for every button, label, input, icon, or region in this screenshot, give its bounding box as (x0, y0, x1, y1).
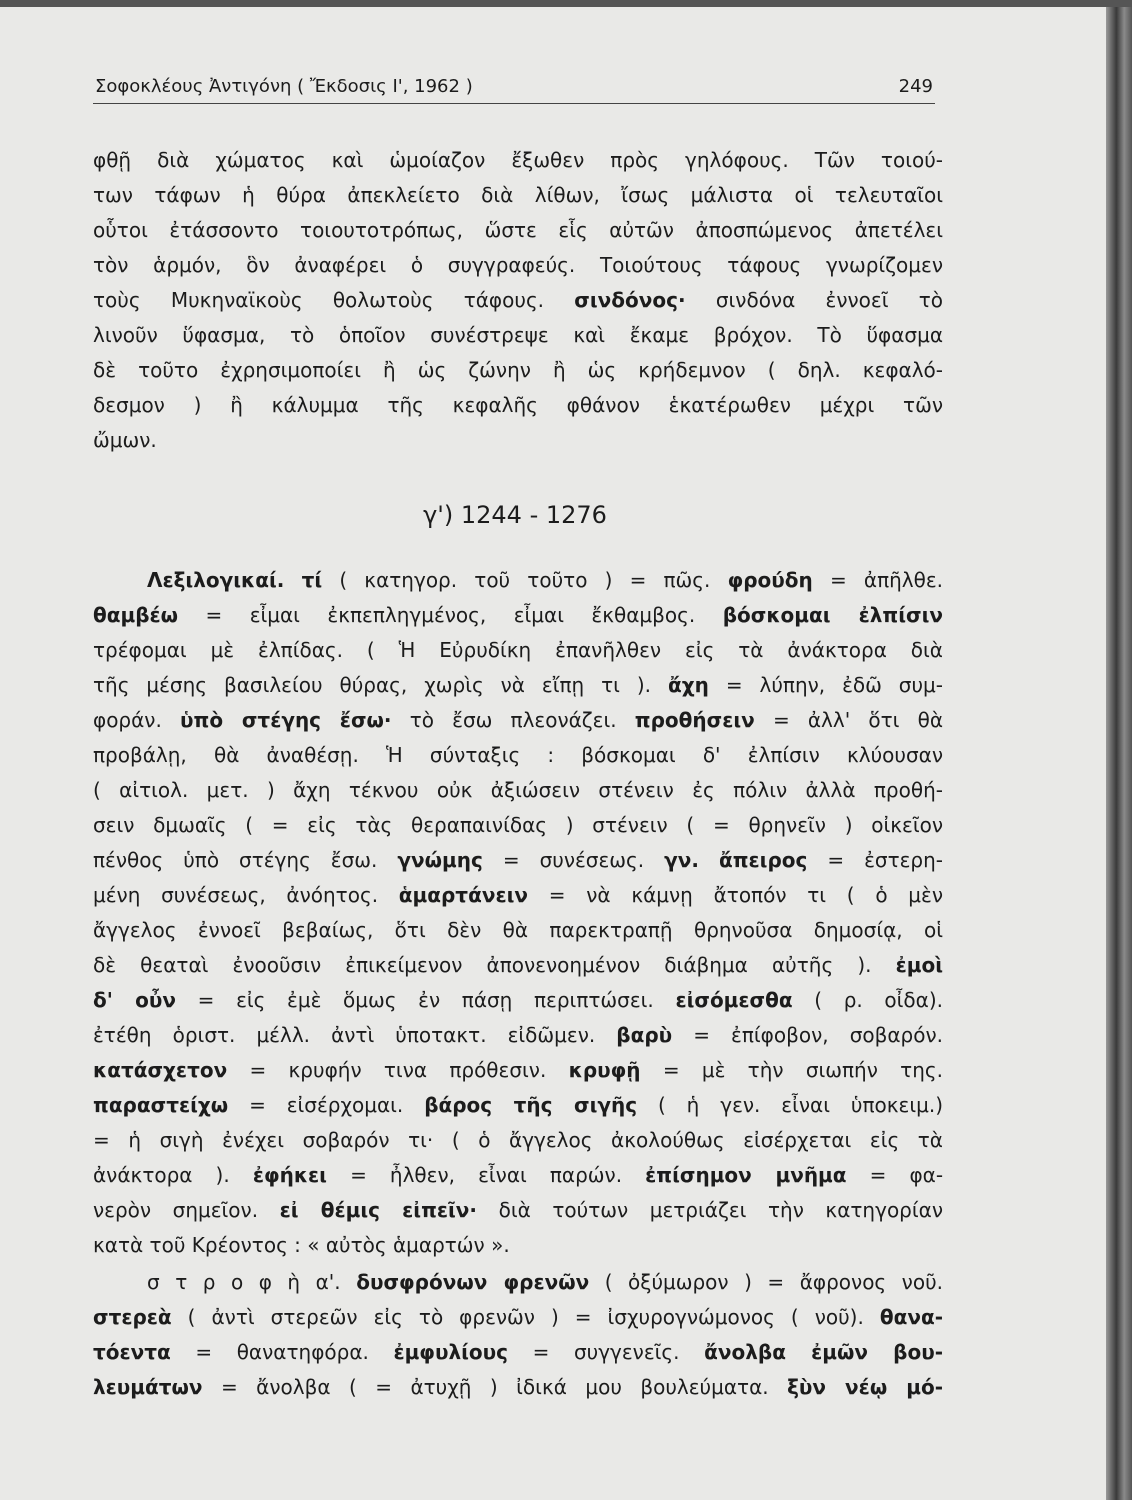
text-line: ἐτέθη ὁριστ. μέλλ. ἀντὶ ὑποτακτ. εἰδῶμεν. βαρὺ = ἐπίφοβον, σοβαρόν. (93, 1023, 943, 1047)
text-line: κατὰ τοῦ Κρέοντος : « αὐτὸς ἁμαρτών ». (93, 1233, 510, 1257)
text-line: δεσμον ) ἢ κάλυμμα τῆς κεφαλῆς φθάνον ἑκατέρωθεν μέχρι τῶν (93, 393, 943, 417)
text-line: δ' οὖν = εἰς ἐμὲ ὅμως ἐν πάσῃ περιπτώσει. εἰσόμεσθα ( ρ. οἶδα). (93, 988, 943, 1012)
text-line: σειν δμωαῖς ( = εἰς τὰς θεραπαινίδας ) στένειν ( = θρηνεῖν ) οἰκεῖον (93, 813, 943, 837)
bold-term: σινδόνος· (574, 288, 686, 312)
scan-edge-right (1106, 0, 1132, 1500)
text-line: δὲ θεαταὶ ἐνοοῦσιν ἐπικείμενον ἀπονενοημένον διάβημα αὐτῆς ). ἐμοὶ (93, 953, 943, 977)
text-line: σ τ ρ ο φ ὴ α'. δυσφρόνων φρενῶν ( ὀξύμωρον ) = ἄφρονος νοῦ. (147, 1270, 943, 1294)
text-line: = ἡ σιγὴ ἐνέχει σοβαρόν τι· ( ὁ ἄγγελος ἀκολούθως εἰσέρχεται εἰς τὰ (93, 1128, 943, 1152)
text-line: ἀνάκτορα ). ἐφήκει = ἦλθεν, εἶναι παρών. ἐπίσημον μνῆμα = φα- (93, 1163, 943, 1187)
text-line: λινοῦν ὕφασμα, τὸ ὁποῖον συνέστρεψε καὶ ἔκαμε βρόχον. Τὸ ὕφασμα (93, 323, 943, 347)
text-line: τῆς μέσης βασιλείου θύρας, χωρὶς νὰ εἴπῃ τι ). ἄχη = λύπην, ἐδῶ συμ- (93, 673, 943, 697)
header-rule (93, 103, 935, 104)
text-line: φοράν. ὑπὸ στέγης ἔσω· τὸ ἔσω πλεονάζει. προθήσειν = ἀλλ' ὅτι θὰ (93, 708, 943, 732)
text-line: νερὸν σημεῖον. εἰ θέμις εἰπεῖν· διὰ τούτων μετριάζει τὴν κατηγορίαν (93, 1198, 943, 1222)
text-line: τὸν ἁρμόν, ὃν ἀναφέρει ὁ συγγραφεύς. Τοιούτους τάφους γνωρίζομεν (93, 253, 943, 277)
running-header (95, 72, 933, 104)
text-line: τρέφομαι μὲ ἐλπίδας. ( Ἡ Εὐρυδίκη ἐπανῆλθεν εἰς τὰ ἀνάκτορα διὰ (93, 638, 943, 662)
text-line: ὤμων. (93, 428, 157, 452)
text-line: στερεὰ ( ἀντὶ στερεῶν εἰς τὸ φρενῶν ) = ἰσχυρογνώμονος ( νοῦ). θανα- (93, 1305, 943, 1329)
text-line: ( αἰτιολ. μετ. ) ἄχη τέκνου οὐκ ἀξιώσειν στένειν ἐς πόλιν ἀλλὰ προθή- (93, 778, 943, 802)
text-line: τόεντα = θανατηφόρα. ἐμφυλίους = συγγενεῖς. ἄνολβα ἐμῶν βου- (93, 1340, 943, 1364)
header-title: Σοφοκλέους Ἀντιγόνη ( Ἔκδοσις Ι', 1962 ) (95, 76, 473, 97)
paragraph-1 (93, 143, 943, 458)
text-line: ἄγγελος ἐννοεῖ βεβαίως, ὅτι δὲν θὰ παρεκτραπῇ θρηνοῦσα δημοσίᾳ, οἱ (93, 918, 943, 942)
text-line: θαμβέω = εἶμαι ἐκπεπληγμένος, εἶμαι ἔκθαμβος. βόσκομαι ἐλπίσιν (93, 603, 943, 627)
page-number: 249 (898, 76, 933, 97)
text-line: κατάσχετον = κρυφήν τινα πρόθεσιν. κρυφῇ = μὲ τὴν σιωπήν της. (93, 1058, 943, 1082)
paragraph-3 (93, 1265, 943, 1405)
scan-edge-top (0, 0, 1132, 7)
text-line: των τάφων ἡ θύρα ἀπεκλείετο διὰ λίθων, ἴσως μάλιστα οἱ τελευταῖοι (93, 183, 943, 207)
paragraph-2 (93, 563, 943, 1263)
text-line: λευμάτων = ἄνολβα ( = ἀτυχῇ ) ἰδικά μου βουλεύματα. ξὺν νέῳ μό- (93, 1375, 943, 1399)
text-line: μένη συνέσεως, ἀνόητος. ἁμαρτάνειν = νὰ κάμνῃ ἄτοπόν τι ( ὁ μὲν (93, 883, 943, 907)
text-line: Λεξιλογικαί. τί ( κατηγορ. τοῦ τοῦτο ) = πῶς. φρούδη = ἀπῆλθε. (147, 568, 943, 592)
text-line: οὗτοι ἐτάσσοντο τοιουτοτρόπως, ὥστε εἷς αὐτῶν ἀποσπώμενος ἀπετέλει (93, 218, 943, 242)
text-line: τοὺς Μυκηναϊκοὺς θολωτοὺς τάφους. σινδόνος· σινδόνα ἐννοεῖ τὸ (93, 288, 943, 312)
text-line: φθῇ διὰ χώματος καὶ ὡμοίαζον ἔξωθεν πρὸς γηλόφους. Τῶν τοιού- (93, 148, 943, 172)
text-line: προβάλῃ, θὰ ἀναθέσῃ. Ἡ σύνταξις : βόσκομαι δ' ἐλπίσιν κλύουσαν (93, 743, 943, 767)
text-line: πένθος ὑπὸ στέγης ἔσω. γνώμης = συνέσεως. γν. ἄπειρος = ἐστερη- (93, 848, 943, 872)
text-line: παραστείχω = εἰσέρχομαι. βάρος τῆς σιγῆς ( ἡ γεν. εἶναι ὑποκειμ.) (93, 1093, 943, 1117)
section-heading: γ') 1244 - 1276 (423, 501, 607, 529)
text-line: δὲ τοῦτο ἐχρησιμοποίει ἢ ὡς ζώνην ἢ ὡς κρήδεμνον ( δηλ. κεφαλό- (93, 358, 943, 382)
